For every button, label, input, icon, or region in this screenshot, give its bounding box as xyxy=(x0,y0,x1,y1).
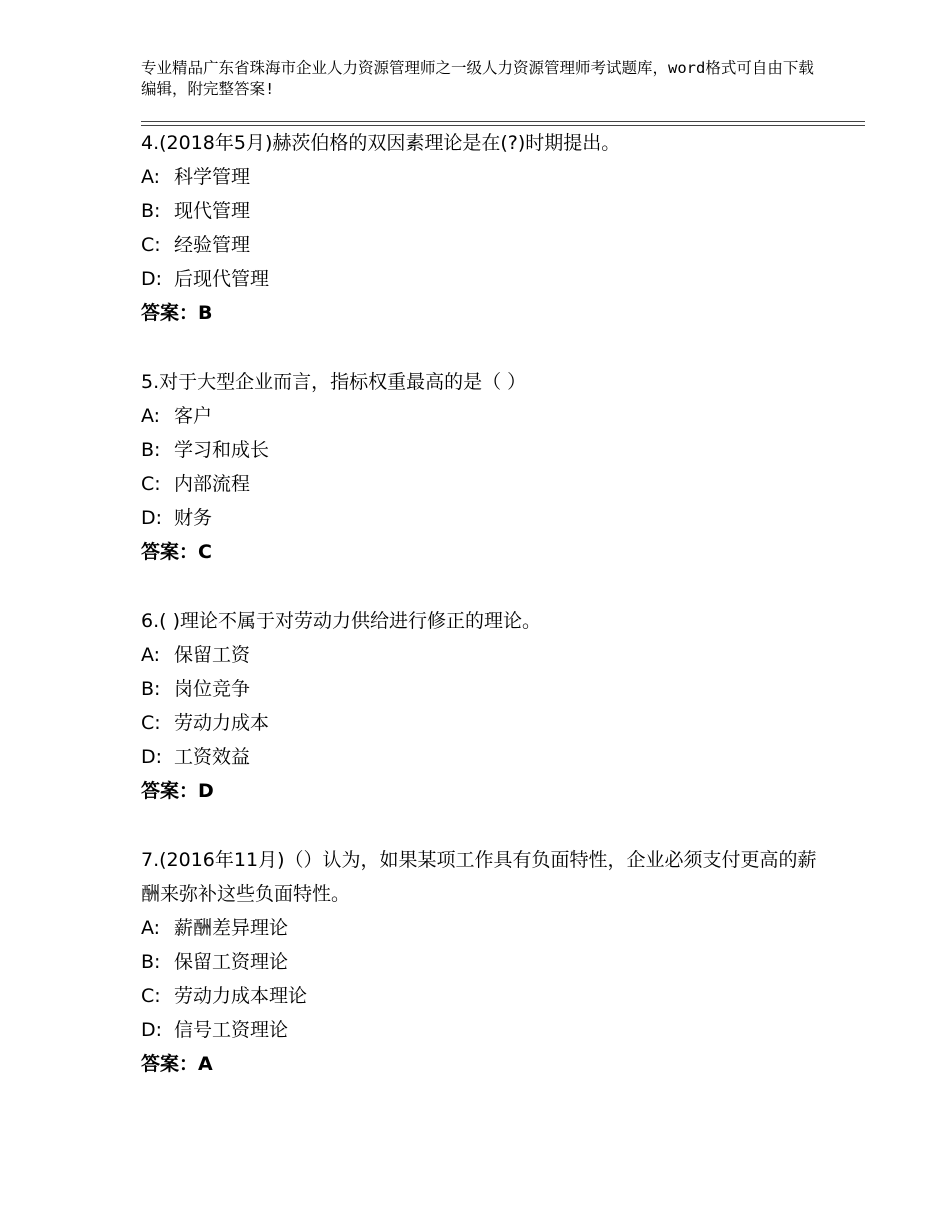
option-text: 科学管理 xyxy=(174,166,251,188)
header-rule-top xyxy=(141,121,865,122)
option-b xyxy=(141,672,821,706)
option-letter: A: xyxy=(141,405,161,427)
option-text: 保留工资 xyxy=(174,644,251,666)
option-text: 客户 xyxy=(174,405,213,427)
option-letter: C: xyxy=(141,473,161,495)
answer-label: 答案：C xyxy=(141,541,212,563)
option-text: 经验管理 xyxy=(174,234,251,256)
option-text: 学习和成长 xyxy=(174,439,270,461)
option-text: 岗位竞争 xyxy=(174,678,251,700)
option-d xyxy=(141,262,821,296)
question-stem: 5.对于大型企业而言，指标权重最高的是（ ） xyxy=(141,371,527,393)
option-letter: C: xyxy=(141,712,161,734)
answer-label: 答案：D xyxy=(141,780,214,802)
option-b xyxy=(141,945,821,979)
option-letter: A: xyxy=(141,644,161,666)
answer-label: 答案：B xyxy=(141,302,213,324)
option-text: 后现代管理 xyxy=(174,268,270,290)
question-7 xyxy=(141,843,821,1081)
option-a xyxy=(141,399,821,433)
answer-label: 答案：A xyxy=(141,1053,213,1075)
option-c xyxy=(141,979,821,1013)
option-d xyxy=(141,1013,821,1047)
option-text: 劳动力成本理论 xyxy=(174,985,308,1007)
question-5 xyxy=(141,365,821,569)
option-d xyxy=(141,740,821,774)
option-a xyxy=(141,911,821,945)
option-letter: B: xyxy=(141,678,161,700)
option-letter: A: xyxy=(141,917,161,939)
option-text: 劳动力成本 xyxy=(174,712,270,734)
option-letter: B: xyxy=(141,439,161,461)
option-a xyxy=(141,160,821,194)
option-c xyxy=(141,706,821,740)
option-letter: D: xyxy=(141,746,163,768)
document-header: 专业精品广东省珠海市企业人力资源管理师之一级人力资源管理师考试题库，word格式可自由下载编辑，附完整答案! xyxy=(141,59,814,98)
option-d xyxy=(141,501,821,535)
option-text: 薪酬差异理论 xyxy=(174,917,289,939)
option-text: 财务 xyxy=(174,507,213,529)
question-6 xyxy=(141,604,821,808)
option-b xyxy=(141,433,821,467)
question-stem: 7.(2016年11月)（）认为，如果某项工作具有负面特性，企业必须支付更高的薪酬来弥补这些负面特性。 xyxy=(141,849,817,905)
option-letter: D: xyxy=(141,1019,163,1041)
question-4 xyxy=(141,126,821,330)
option-a xyxy=(141,638,821,672)
option-c xyxy=(141,228,821,262)
option-c xyxy=(141,467,821,501)
option-text: 信号工资理论 xyxy=(174,1019,289,1041)
question-stem: 6.( )理论不属于对劳动力供给进行修正的理论。 xyxy=(141,610,541,632)
option-letter: D: xyxy=(141,268,163,290)
option-letter: B: xyxy=(141,951,161,973)
option-letter: D: xyxy=(141,507,163,529)
option-letter: C: xyxy=(141,985,161,1007)
option-text: 内部流程 xyxy=(174,473,251,495)
option-b xyxy=(141,194,821,228)
option-text: 现代管理 xyxy=(174,200,251,222)
option-letter: A: xyxy=(141,166,161,188)
option-text: 工资效益 xyxy=(174,746,251,768)
option-letter: C: xyxy=(141,234,161,256)
option-text: 保留工资理论 xyxy=(174,951,289,973)
question-stem: 4.(2018年5月)赫茨伯格的双因素理论是在(?)时期提出。 xyxy=(141,132,621,154)
option-letter: B: xyxy=(141,200,161,222)
